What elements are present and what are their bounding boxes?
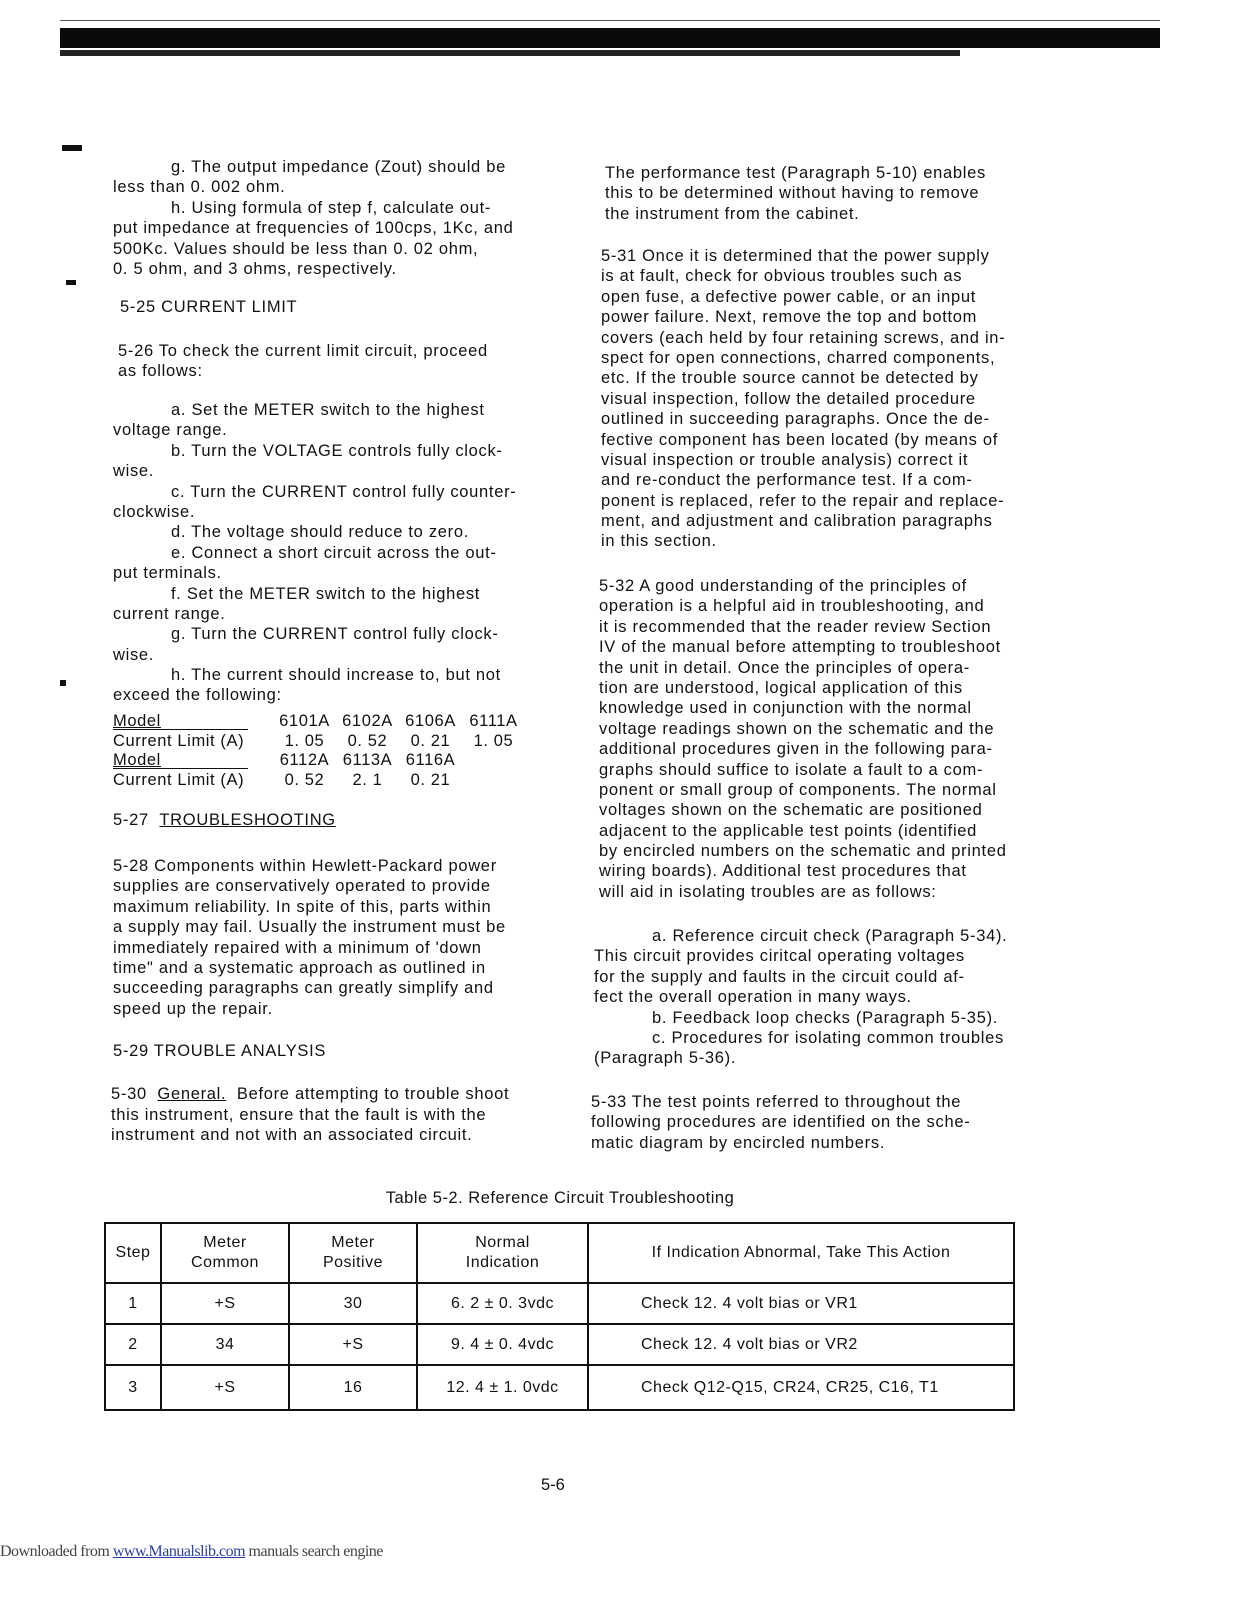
model-table-row [113, 751, 525, 771]
text-line: (Paragraph 5-36). [594, 1049, 737, 1068]
text-line: 5-32 A good understanding of the principles of [599, 577, 967, 595]
row-label: Current Limit (A) [113, 770, 245, 789]
binding-mark [66, 280, 76, 285]
row-value: 6102A [342, 712, 393, 730]
row-value: 6106A [405, 712, 456, 730]
text-line: succeeding paragraphs can greatly simplify and [113, 979, 494, 998]
section-heading-current-limit: 5-25 CURRENT LIMIT [120, 298, 298, 316]
row-value: 6113A [342, 751, 393, 769]
text-line: 5-28 Components within Hewlett-Packard power [113, 857, 497, 875]
text-line: instrument and not with an associated circuit. [111, 1126, 473, 1145]
text-line: exceed the following: [113, 686, 282, 705]
scan-artifact-line [60, 20, 1160, 21]
text-line: 0. 5 ohm, and 3 ohms, respectively. [113, 259, 397, 278]
table-header-row [105, 1223, 1014, 1283]
text-line: operation is a helpful aid in troubleshooting, and [599, 597, 985, 616]
row-value: 6111A [469, 712, 518, 730]
paragraph-number: 5-30 [111, 1085, 147, 1103]
row-label: Model [113, 751, 248, 769]
manualslib-link[interactable]: www.Manualslib.com [112, 1543, 246, 1560]
binding-mark [62, 145, 82, 151]
text-line: wise. [113, 462, 155, 481]
text-line: voltage readings shown on the schematic and the [599, 719, 995, 738]
row-value: 0. 21 [410, 731, 451, 750]
text-line: 5-31 Once it is determined that the power supply [601, 247, 990, 265]
text-line: the instrument from the cabinet. [605, 204, 860, 223]
text-line: put terminals. [113, 564, 222, 583]
reference-circuit-troubleshooting-table [104, 1222, 1015, 1411]
text-line: g. The output impedance (Zout) should be [171, 158, 506, 176]
binding-mark [60, 680, 66, 686]
text-line: matic diagram by encircled numbers. [591, 1133, 886, 1152]
table-cell: 3 [105, 1365, 161, 1410]
table-row [105, 1365, 1014, 1410]
text-line: d. The voltage should reduce to zero. [171, 523, 470, 542]
table-cell: 2 [105, 1324, 161, 1365]
table-cell: Check Q12-Q15, CR24, CR25, C16, T1 [588, 1365, 1014, 1410]
text-line: for the supply and faults in the circuit could af- [594, 967, 965, 986]
text-line: open fuse, a defective power cable, or an input [601, 287, 977, 306]
text-line: 5-26 To check the current limit circuit, proceed [118, 342, 488, 360]
text-line: spect for open connections, charred components, [601, 348, 996, 367]
text-line: b. Turn the VOLTAGE controls fully clock- [171, 441, 503, 460]
model-table-row [113, 712, 525, 732]
paragraph-5-26 [118, 341, 488, 382]
text-line: 5-33 The test points referred to throughout the [591, 1093, 962, 1111]
paragraph-5-30-first-line [111, 1085, 509, 1104]
column-header: Normal Indication [417, 1223, 588, 1283]
text-line: additional procedures given in the following para- [599, 740, 993, 759]
text-line: fective component has been located (by means of [601, 430, 999, 449]
row-value: 6112A [279, 751, 330, 769]
text-line: ponent is replaced, refer to the repair and replace- [601, 491, 1005, 510]
column-header: Meter Positive [289, 1223, 417, 1283]
text-line: fect the overall operation in many ways. [594, 988, 912, 1007]
text-line: speed up the repair. [113, 999, 273, 1018]
row-value: 6101A [279, 712, 330, 730]
table-cell: 1 [105, 1283, 161, 1324]
row-value: 1. 05 [473, 731, 514, 750]
page-number: 5-6 [541, 1476, 565, 1494]
text-line: is at fault, check for obvious troubles such as [601, 267, 963, 286]
text-line: adjacent to the applicable test points (identified [599, 821, 978, 840]
troubleshooting-procedures [594, 926, 1007, 1069]
text-line: in this section. [601, 532, 717, 551]
column-header: If Indication Abnormal, Take This Action [588, 1223, 1014, 1283]
text-line: the unit in detail. Once the principles of opera- [599, 658, 970, 677]
text-line: tion are understood, logical application of this [599, 678, 963, 697]
text-line: visual inspection or trouble analysis) correct it [601, 450, 969, 469]
text-line: it is recommended that the reader review Section [599, 617, 992, 636]
section-number: 5-27 [113, 811, 149, 829]
row-value: 2. 1 [352, 770, 383, 789]
footer-suffix: manuals search engine [245, 1543, 383, 1560]
text-line: power failure. Next, remove the top and bottom [601, 308, 978, 327]
column-header: Meter Common [161, 1223, 289, 1283]
text-line: b. Feedback loop checks (Paragraph 5-35). [652, 1008, 999, 1027]
row-value: 1. 05 [284, 731, 325, 750]
text-line: knowledge used in conjunction with the normal [599, 699, 972, 718]
table-body [105, 1283, 1014, 1410]
text-line: covers (each held by four retaining screws, and in- [601, 328, 1006, 347]
table-cell: +S [161, 1283, 289, 1324]
table-row [105, 1324, 1014, 1365]
text-line: f. Set the METER switch to the highest [171, 584, 481, 603]
section-heading-troubleshooting [113, 811, 336, 830]
current-limit-steps [113, 400, 516, 706]
text-line: current range. [113, 604, 226, 623]
download-footer [0, 1543, 383, 1561]
paragraph-text: Before attempting to trouble shoot [236, 1085, 510, 1103]
text-line: a supply may fail. Usually the instrument must be [113, 918, 506, 937]
model-table-row [113, 771, 525, 791]
row-value: 0. 52 [347, 731, 388, 750]
table-cell: 9. 4 ± 0. 4vdc [417, 1324, 588, 1365]
text-line: c. Turn the CURRENT control fully counter- [171, 482, 517, 501]
row-value: 6116A [405, 751, 456, 769]
text-line: voltages shown on the schematic are positioned [599, 801, 983, 820]
section-title: TROUBLESHOOTING [159, 811, 336, 829]
table-cell: Check 12. 4 volt bias or VR2 [588, 1324, 1014, 1365]
row-label: Model [113, 712, 248, 730]
text-line: time" and a systematic approach as outlined in [113, 958, 486, 977]
text-line: as follows: [118, 362, 203, 381]
text-line: this to be determined without having to remove [605, 184, 980, 203]
scan-artifact-bar [60, 50, 960, 56]
table-cell: 6. 2 ± 0. 3vdc [417, 1283, 588, 1324]
text-line: wiring boards). Additional test procedures that [599, 862, 967, 881]
table-cell: 30 [289, 1283, 417, 1324]
text-line: a. Reference circuit check (Paragraph 5-34). [652, 927, 1008, 945]
table-row [105, 1283, 1014, 1324]
text-line: clockwise. [113, 502, 196, 521]
text-line: 500Kc. Values should be less than 0. 02 ohm, [113, 239, 479, 258]
text-line: this instrument, ensure that the fault is with the [111, 1106, 487, 1124]
text-line: The performance test (Paragraph 5-10) enables [605, 164, 986, 182]
footer-prefix: Downloaded from [0, 1543, 113, 1560]
paragraph-5-31 [601, 246, 1005, 552]
column-header: Step [105, 1223, 161, 1283]
paragraph-5-30 [111, 1105, 486, 1146]
text-line: g. Turn the CURRENT control fully clock- [171, 625, 499, 644]
row-value: 0. 21 [410, 770, 451, 789]
text-line: and re-conduct the performance test. If a com- [601, 471, 973, 490]
paragraph-5-32 [599, 576, 1007, 902]
text-line: maximum reliability. In spite of this, parts within [113, 897, 492, 916]
text-line: put impedance at frequencies of 100cps, 1Kc, and [113, 219, 514, 238]
text-line: wise. [113, 645, 155, 664]
text-line: etc. If the trouble source cannot be detected by [601, 369, 979, 388]
text-line: c. Procedures for isolating common troubles [652, 1028, 1004, 1047]
table-cell: 12. 4 ± 1. 0vdc [417, 1365, 588, 1410]
paragraph-5-33 [591, 1092, 970, 1153]
table-title: Table 5-2. Reference Circuit Troubleshooting [385, 1189, 735, 1207]
table-cell: 34 [161, 1324, 289, 1365]
intro-paragraph-right [605, 163, 986, 224]
text-line: a. Set the METER switch to the highest [171, 401, 485, 419]
text-line: less than 0. 002 ohm. [113, 178, 286, 197]
text-line: will aid in isolating troubles are as follows: [599, 882, 937, 901]
text-line: ponent or small group of components. The normal [599, 780, 997, 799]
model-current-limit-table [113, 712, 525, 790]
table-cell: +S [161, 1365, 289, 1410]
text-line: IV of the manual before attempting to troubleshoot [599, 638, 1001, 657]
text-line: h. Using formula of step f, calculate out- [171, 198, 492, 217]
section-heading-trouble-analysis: 5-29 TROUBLE ANALYSIS [113, 1042, 327, 1060]
text-line: by encircled numbers on the schematic and printed [599, 842, 1007, 861]
table-cell: Check 12. 4 volt bias or VR1 [588, 1283, 1014, 1324]
scan-artifact-bar [60, 28, 1160, 48]
row-label: Current Limit (A) [113, 731, 245, 750]
text-line: visual inspection, follow the detailed procedure [601, 389, 976, 408]
intro-paragraph-left [113, 157, 514, 279]
text-line: graphs should suffice to isolate a fault to a com- [599, 760, 984, 779]
text-line: This circuit provides ciritcal operating voltages [594, 947, 965, 966]
text-line: outlined in succeeding paragraphs. Once the de- [601, 410, 990, 429]
text-line: immediately repaired with a minimum of 'down [113, 938, 482, 957]
table-cell: +S [289, 1324, 417, 1365]
text-line: ment, and adjustment and calibration paragraphs [601, 512, 993, 531]
row-value: 0. 52 [284, 770, 325, 789]
text-line: supplies are conservatively operated to provide [113, 877, 491, 896]
text-line: voltage range. [113, 421, 228, 440]
text-line: e. Connect a short circuit across the out- [171, 543, 497, 562]
paragraph-subtitle: General. [157, 1085, 227, 1103]
text-line: h. The current should increase to, but not [171, 666, 501, 685]
text-line: following procedures are identified on the sche- [591, 1113, 971, 1132]
table-cell: 16 [289, 1365, 417, 1410]
model-table-row [113, 732, 525, 752]
paragraph-5-28 [113, 856, 506, 1019]
